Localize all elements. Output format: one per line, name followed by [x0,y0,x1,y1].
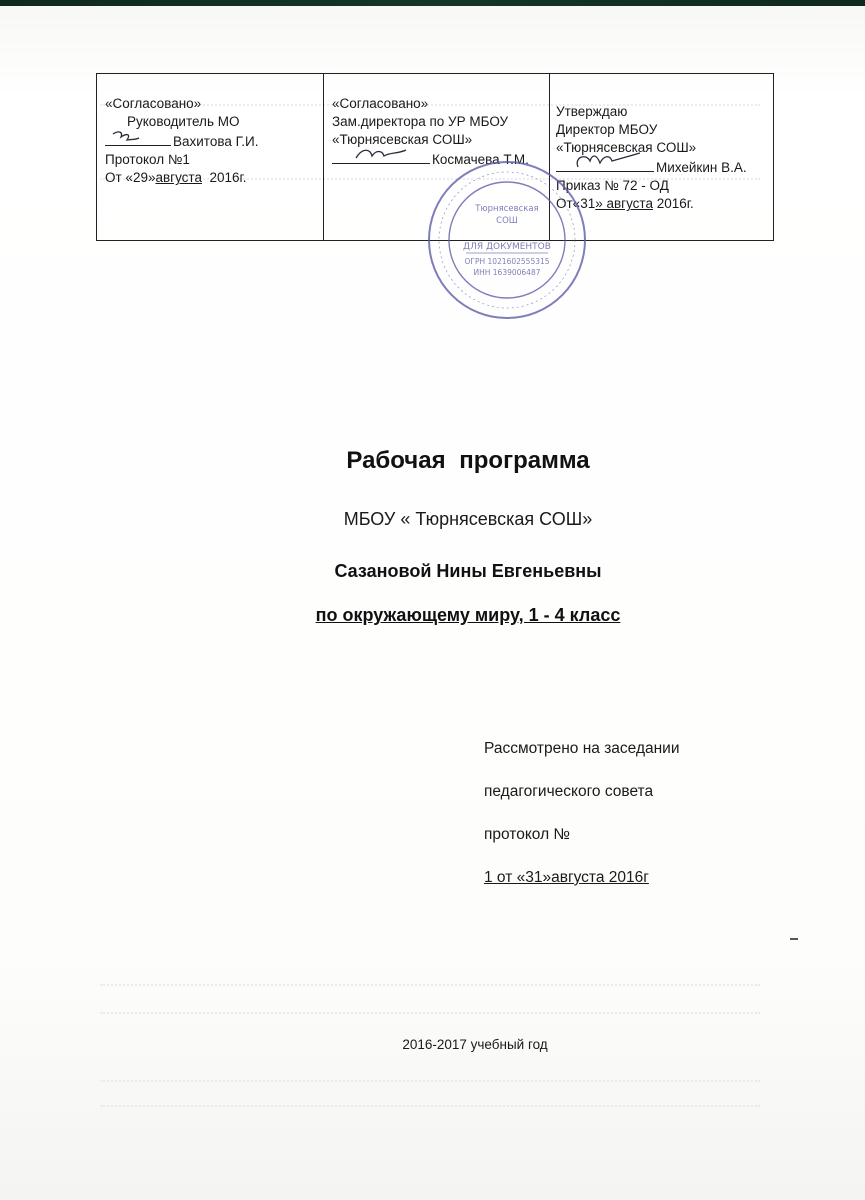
teacher-name: Сазановой Нины Евгеньевны [334,561,602,581]
mo-signature-line [105,131,323,151]
director-position: Директор МБОУ [556,122,658,137]
director-date-month: » августа [595,196,653,211]
director-name: Михейкин В.А. [656,160,747,175]
director-order: Приказ № 72 - ОД [556,178,669,193]
bleed-through-line [100,1105,760,1119]
review-line-3 [484,824,680,889]
review-line-2: педагогического совета [484,783,654,800]
subject-line: по окружающему миру, 1 - 4 класс [315,605,621,625]
stamp-line-5: ИНН 1639006487 [473,268,541,277]
bleed-through-line [100,1012,760,1026]
stamp-line-2: СОШ [496,216,518,226]
director-date-year: 2016г. [652,196,694,211]
mo-date-year: 2016г. [209,170,247,185]
mo-date-month: августа [155,170,202,185]
director-date [556,195,773,213]
review-protocol-date: 1 от «31»августа 2016г [484,869,649,886]
director-school: «Тюрнясевская СОШ» [556,140,697,155]
deputy-position: Зам.директора по УР МБОУ [332,114,509,129]
mo-agreed: «Согласовано» [105,96,202,111]
stamp-line-3: ДЛЯ ДОКУМЕНТОВ [463,242,551,252]
bleed-through-line [100,1080,760,1094]
director-approve: Утверждаю [556,104,628,119]
page-title: Рабочая программа [346,447,590,474]
mo-name: Вахитова Г.И. [173,134,259,149]
academic-year: 2016-2017 учебный год [402,1037,548,1052]
scan-mark [790,938,798,940]
director-date-prefix: От«31 [556,196,596,211]
review-block [484,738,680,910]
school-seal-stamp [426,159,588,321]
stamp-line-4: ОГРН 1021602555315 [464,257,550,266]
deputy-agreed: «Согласовано» [332,96,429,111]
bleed-through-line [100,984,760,998]
review-protocol-prefix: протокол № [484,826,571,843]
mo-date [105,169,323,187]
mo-date-prefix: От «29» [105,170,156,185]
signature-mo [105,131,171,146]
director-signature-line [556,157,773,177]
school-name: МБОУ « Тюрнясевская СОШ» [343,509,593,529]
deputy-name: Космачева Т.М. [432,152,529,167]
review-line-1: Рассмотрено на заседании [484,740,680,757]
approval-cell-mo [97,74,324,240]
scan-edge [0,0,865,6]
stamp-line-1: Тюрнясевская [475,204,539,214]
signature-deputy [332,149,430,164]
mo-protocol: Протокол №1 [105,152,190,167]
mo-position: Руководитель МО [127,114,240,129]
deputy-school: «Тюрнясевская СОШ» [332,132,473,147]
